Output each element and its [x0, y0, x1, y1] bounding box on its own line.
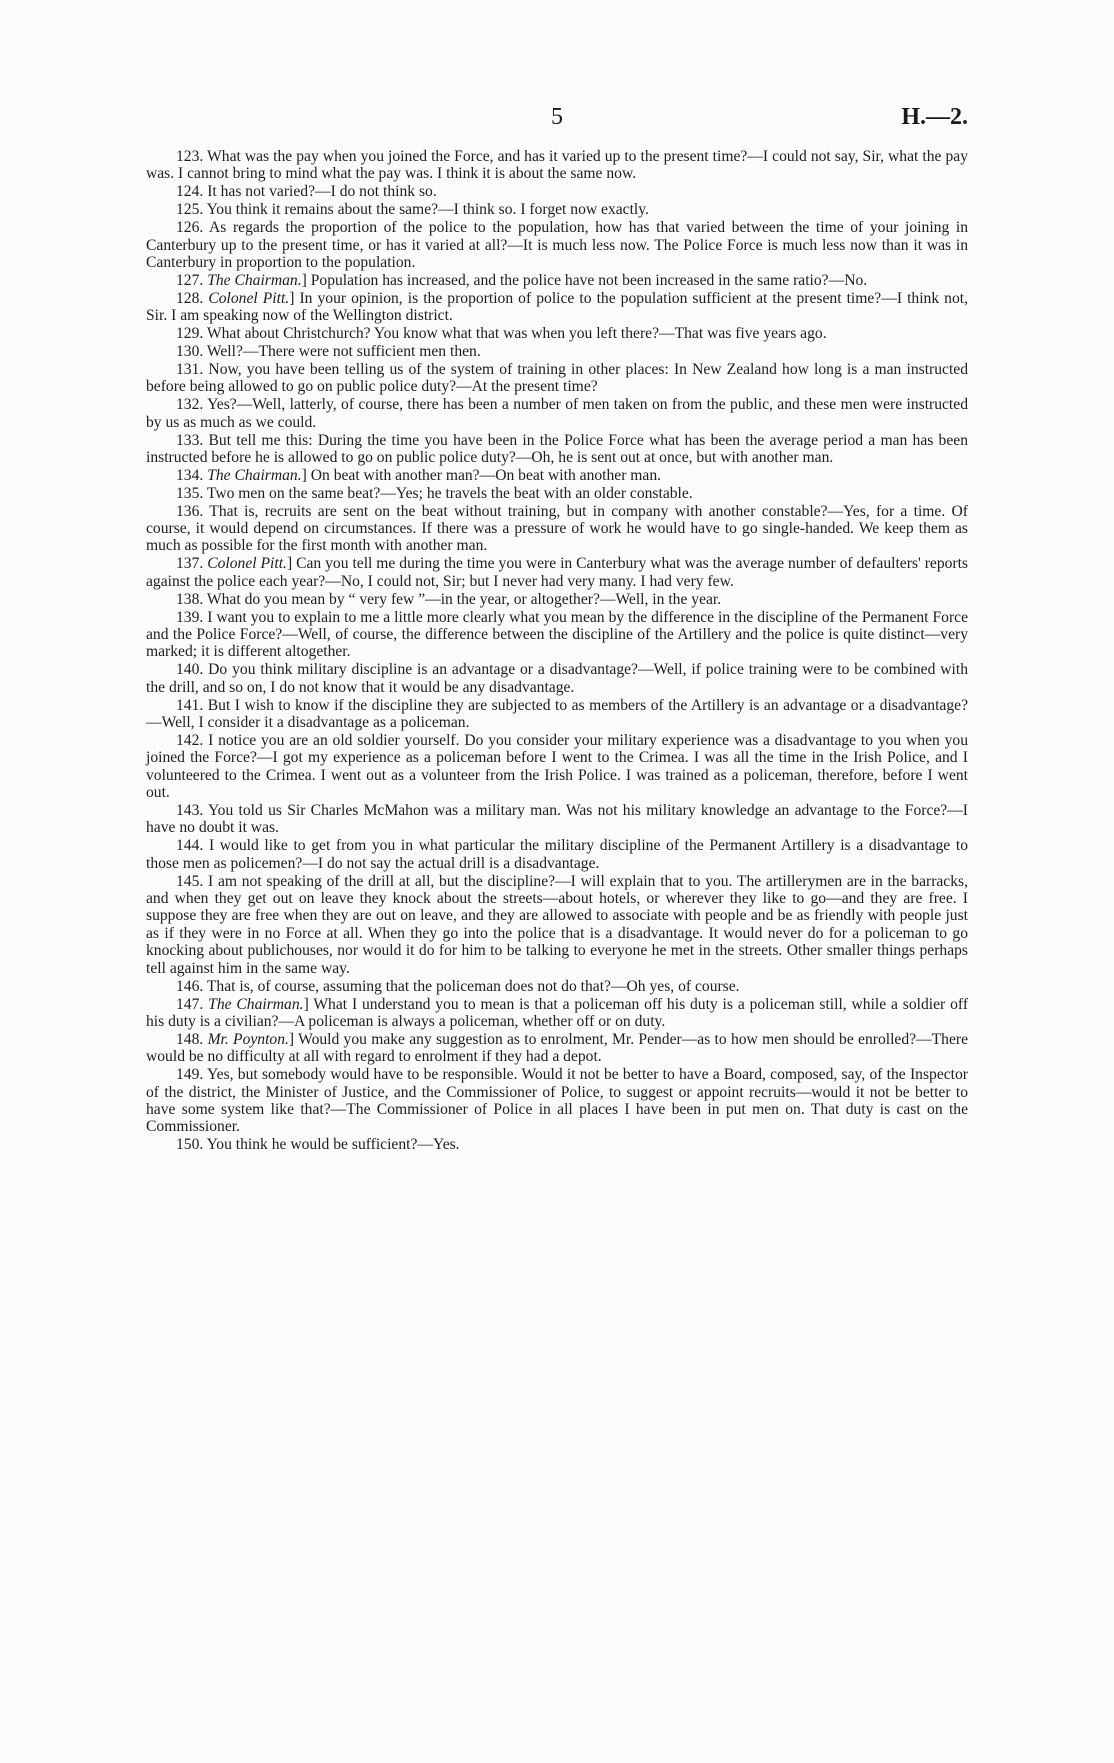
- paragraph-text: ] Would you make any suggestion as to enrolment, Mr. Pender—as to how men should be enrolled?—There would be no difficulty at all with regard to enrolment if they had a depot.: [146, 1030, 968, 1066]
- question-answer-paragraph: [146, 1136, 968, 1153]
- paragraph-text: 132. Yes?—Well, latterly, of course, there has been a number of men taken on from the public, and these men were instructed by us as much as we could.: [146, 396, 968, 431]
- question-answer-paragraph: [146, 325, 968, 342]
- question-number: 127.: [176, 271, 208, 289]
- question-answer-paragraph: [146, 183, 968, 200]
- question-answer-paragraph: [146, 697, 968, 732]
- question-answer-paragraph: [146, 361, 968, 396]
- paragraph-text: ] What I understand you to mean is that a policeman off his duty is a policeman still, while a soldier off his duty is a civilian?—A policeman is always a policeman, whether off or on duty.: [146, 995, 969, 1030]
- paragraph-text: 145. I am not speaking of the drill at all, but the discipline?—I will explain that to you. The artillerymen are in the barracks, and when they get out on leave they knock about the streets—about hotels, or wherever they like to go—and they are free. I suppose they are free when they are out on leave, and they are allowed to associate with people and be as friendly with people just as if they were in no Force at all. When they go into the police that is a disadvantage. It would never do for a policeman to go knocking about publichouses, nor would it do for him to be talking to everyone he met in the streets. Other smaller things perhaps tell against him in the same way.: [146, 872, 968, 977]
- speaker-name: Colonel Pitt.: [208, 289, 290, 307]
- question-answer-paragraph: [146, 732, 968, 802]
- question-answer-paragraph: [146, 467, 968, 484]
- question-answer-paragraph: [146, 290, 968, 325]
- paragraph-text: ] Population has increased, and the police have not been increased in the same ratio?—No.: [301, 271, 868, 289]
- question-answer-paragraph: [146, 591, 968, 608]
- paragraph-text: 129. What about Christchurch? You know what that was when you left there?—That was five years ago.: [176, 325, 827, 343]
- question-number: 137.: [176, 555, 208, 573]
- paragraph-text: 146. That is, of course, assuming that the policeman does not do that?—Oh yes, of course.: [176, 977, 740, 995]
- paragraph-text: 123. What was the pay when you joined the Force, and has it varied up to the present time?—I could not say, Sir, what the pay was. I cannot bring to mind what the pay was. I think it is about the same now.: [146, 148, 968, 183]
- paragraph-text: 126. As regards the proportion of the police to the population, how has that varied between the time of your joining in Canterbury up to the present time, or has it varied at all?—It is much less now. The Police Force is much less now than it was in Canterbury in proportion to the population.: [146, 219, 968, 271]
- speaker-name: The Chairman.: [207, 466, 302, 484]
- paragraph-text: 133. But tell me this: During the time you have been in the Police Force what has been the average period a man has been instructed before he is allowed to go on public police duty?—Oh, he is sent out at once, but with another man.: [146, 431, 968, 466]
- paragraph-text: 150. You think he would be sufficient?—Yes.: [176, 1136, 460, 1154]
- question-answer-paragraph: [146, 201, 968, 218]
- question-number: 147.: [176, 995, 209, 1013]
- paragraph-text: 139. I want you to explain to me a little more clearly what you mean by the difference in the discipline of the Permanent Force and the Police Force?—Well, of course, the difference between the discipline of the Artillery and the police is quite distinct—very marked; it is different altogether.: [146, 608, 968, 661]
- question-answer-paragraph: [146, 609, 968, 661]
- paragraph-text: 142. I notice you are an old soldier yourself. Do you consider your military experience was a disadvantage to you when you joined the Force?—I got my experience as a policeman before I went to the Crimea. I was all the time in the Irish Police, and I volunteered to the Crimea. I went out as a volunteer from the Irish Police. I was trained as a policeman, therefore, before I went out.: [146, 731, 968, 802]
- question-number: 128.: [176, 289, 209, 307]
- page-number: 5: [551, 104, 563, 130]
- paragraph-text: 125. You think it remains about the same?—I think so. I forget now exactly.: [176, 201, 649, 219]
- paragraph-text: 149. Yes, but somebody would have to be responsible. Would it not be better to have a Board, composed, say, of the Inspector of the district, the Minister of Justice, and the Commissioner of Police, to suggest or appoint recruits—would it not be better to have some system like that?—The Commissioner of Police in all places I have been in put men on. That duty is cast on the Commissioner.: [146, 1066, 968, 1136]
- question-answer-paragraph: [146, 978, 968, 995]
- paragraph-text: 140. Do you think military discipline is an advantage or a disadvantage?—Well, if police training were to be combined with the drill, and so on, I do not know that it would be any disadvantage.: [146, 661, 968, 696]
- evidence-transcript: [146, 148, 968, 1154]
- paragraph-text: 144. I would like to get from you in what particular the military discipline of the Permanent Artillery is a disadvantage to those men as policemen?—I do not say the actual drill is a disadvantage.: [146, 837, 968, 872]
- question-answer-paragraph: [146, 1031, 968, 1066]
- question-answer-paragraph: [146, 432, 968, 467]
- paragraph-text: 130. Well?—There were not sufficient men then.: [176, 342, 481, 360]
- question-answer-paragraph: [146, 661, 968, 696]
- question-answer-paragraph: [146, 485, 968, 502]
- speaker-name: Mr. Poynton.: [207, 1030, 289, 1048]
- question-answer-paragraph: [146, 1066, 968, 1136]
- paragraph-text: ] In your opinion, is the proportion of police to the population sufficient at the present time?—I think not, Sir. I am speaking now of the Wellington district.: [146, 289, 968, 325]
- question-answer-paragraph: [146, 802, 968, 837]
- question-answer-paragraph: [146, 837, 968, 872]
- question-answer-paragraph: [146, 873, 968, 977]
- speaker-name: Colonel Pitt.: [207, 555, 287, 573]
- question-answer-paragraph: [146, 148, 968, 183]
- paragraph-text: 143. You told us Sir Charles McMahon was a military man. Was not his military knowledge an advantage to the Force?—I have no doubt it was.: [146, 802, 968, 837]
- paragraph-text: 135. Two men on the same beat?—Yes; he travels the beat with an older constable.: [176, 484, 693, 502]
- question-answer-paragraph: [146, 272, 968, 289]
- paragraph-text: 141. But I wish to know if the discipline they are subjected to as members of the Artillery is an advantage or a disadvantage?—Well, I consider it a disadvantage as a policeman.: [146, 696, 968, 731]
- paragraph-text: 124. It has not varied?—I do not think so.: [176, 183, 437, 201]
- question-answer-paragraph: [146, 343, 968, 360]
- paragraph-text: 136. That is, recruits are sent on the beat without training, but in company with another constable?—Yes, for a time. Of course, it would depend on circumstances. If there was a pressure of work he would have to go single-handed. We keep them as much as possible for the first month with another man.: [146, 502, 968, 555]
- question-answer-paragraph: [146, 996, 968, 1031]
- speaker-name: The Chairman.: [207, 271, 302, 289]
- paragraph-text: 138. What do you mean by “ very few ”—in the year, or altogether?—Well, in the year.: [176, 590, 722, 608]
- question-number: 134.: [176, 466, 208, 484]
- speaker-name: The Chairman.: [208, 995, 304, 1013]
- question-number: 148.: [176, 1030, 208, 1048]
- question-answer-paragraph: [146, 396, 968, 431]
- page-header: [146, 104, 968, 134]
- question-answer-paragraph: [146, 219, 968, 271]
- document-reference: H.—2.: [901, 104, 968, 130]
- paragraph-text: ] Can you tell me during the time you were in Canterbury what was the average number of defaulters' reports against the police each year?—No, I could not, Sir; but I never had very many. I had very few.: [146, 555, 969, 590]
- paragraph-text: 131. Now, you have been telling us of the system of training in other places: In New Zealand how long is a man instructed before being allowed to go on public police duty?—At the present time?: [146, 360, 968, 396]
- question-answer-paragraph: [146, 555, 968, 590]
- paragraph-text: ] On beat with another man?—On beat with another man.: [301, 466, 662, 484]
- question-answer-paragraph: [146, 503, 968, 555]
